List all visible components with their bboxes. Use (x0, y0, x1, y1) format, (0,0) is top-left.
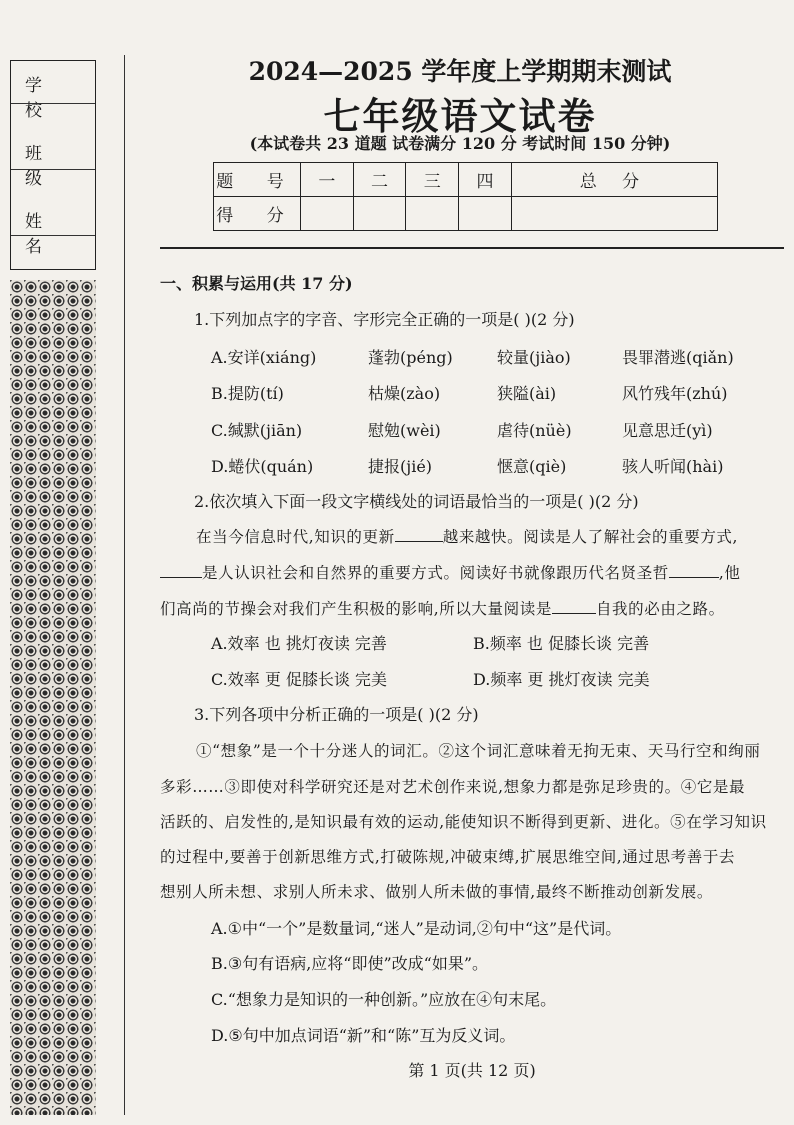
q2-option-d: D.频率 更 挑灯夜读 完美 (473, 670, 650, 689)
q2-passage-line-3 (160, 597, 725, 619)
q2-passage-line-2 (160, 561, 741, 583)
q3-passage-line: 活跃的、启发性的,是知识最有效的运动,能使知识不断得到更新、进化。⑤在学习知识 (160, 813, 767, 831)
score-input-cell[interactable] (301, 197, 354, 231)
table-cell: 三 (406, 163, 459, 197)
q1-option-c-2: 慰勉(wèi) (368, 421, 441, 440)
table-cell: 一 (301, 163, 354, 197)
exam-term-title: 2024—2025 学年度上学期期末测试 (248, 57, 672, 86)
q3-passage-line: 想别人所未想、求别人所未求、做别人所未做的事情,最终不断推动创新发展。 (160, 883, 713, 901)
divider (11, 169, 95, 170)
score-table (213, 162, 718, 231)
q1-option-a-3: 较量(jiào) (497, 348, 571, 367)
section-title: 一、积累与运用(共 17 分) (160, 274, 353, 293)
q3-option-a: A.①中“一个”是数量词,“迷人”是动词,②句中“这”是代词。 (211, 919, 622, 938)
table-cell: 题 号 (214, 163, 301, 197)
q1-option-b-4: 风竹残年(zhú) (622, 384, 728, 403)
q1-option-d-3: 惬意(qiè) (497, 457, 567, 476)
divider (11, 235, 95, 236)
table-cell: 四 (459, 163, 512, 197)
q1-option-a-2: 蓬勃(péng) (368, 348, 453, 367)
score-input-cell[interactable] (459, 197, 512, 231)
passage-text: 是人认识社会和自然界的重要方式。阅读好书就像跟历代名贤圣哲 (202, 564, 669, 582)
header-rule (160, 247, 784, 249)
q1-option-a-4: 畏罪潜逃(qiǎn) (622, 348, 734, 367)
q2-passage-line-1 (196, 525, 738, 547)
q2-option-a: A.效率 也 挑灯夜读 完善 (211, 634, 387, 653)
passage-text: ,他 (718, 564, 741, 582)
blank-line[interactable] (160, 565, 202, 578)
q1-option-c-4: 见意思迁(yì) (622, 421, 713, 440)
q2-option-b: B.频率 也 促膝长谈 完善 (473, 634, 650, 653)
q3-option-b: B.③句有语病,应将“即使”改成“如果”。 (211, 954, 488, 973)
question-3-stem: 3.下列各项中分析正确的一项是( )(2 分) (194, 705, 479, 724)
student-info-box: 学 校 班 级 姓 名 (10, 60, 96, 270)
q1-option-b-1: B.提防(tí) (211, 384, 284, 403)
score-table-header-row (214, 163, 718, 197)
divider (11, 103, 95, 104)
passage-text: 在当今信息时代,知识的更新 (196, 528, 395, 546)
score-input-cell[interactable] (406, 197, 459, 231)
exam-paper-title: 七年级语文试卷 (323, 94, 597, 138)
question-1-stem: 1.下列加点字的字音、字形完全正确的一项是( )(2 分) (194, 310, 575, 329)
page-number: 第 1 页(共 12 页) (408, 1061, 536, 1080)
score-input-cell[interactable] (511, 197, 717, 231)
blank-line[interactable] (552, 601, 596, 614)
table-cell: 总 分 (511, 163, 717, 197)
q1-option-a-1: A.安详(xiáng) (211, 348, 317, 367)
blank-line[interactable] (669, 565, 719, 578)
exam-info: (本试卷共 23 道题 试卷满分 120 分 考试时间 150 分钟) (249, 134, 671, 153)
q1-option-d-2: 捷报(jié) (368, 457, 433, 476)
q3-option-c: C.“想象力是知识的一种创新。”应放在④句末尾。 (211, 990, 557, 1009)
table-cell: 得 分 (214, 197, 301, 231)
q3-passage-line: ①“想象”是一个十分迷人的词汇。②这个词汇意味着无拘无束、天马行空和绚丽 (196, 742, 761, 760)
q1-option-c-3: 虐待(nüè) (497, 421, 572, 440)
passage-text: 自我的必由之路。 (595, 600, 725, 618)
score-input-cell[interactable] (353, 197, 406, 231)
q2-option-c: C.效率 更 促膝长谈 完美 (211, 670, 388, 689)
question-2-stem: 2.依次填入下面一段文字横线处的词语最恰当的一项是( )(2 分) (194, 492, 639, 511)
q3-passage-line: 多彩……③即使对科学研究还是对艺术创作来说,想象力都是弥足珍贵的。④它是最 (160, 778, 746, 796)
q1-option-d-4: 骇人听闻(hài) (622, 457, 724, 476)
q3-option-d: D.⑤句中加点词语“新”和“陈”互为反义词。 (211, 1026, 516, 1045)
passage-text: 越来越快。阅读是人了解社会的重要方式, (442, 528, 739, 546)
q1-option-b-2: 枯燥(zào) (368, 384, 441, 403)
decorative-binding-pattern (10, 280, 96, 1115)
blank-line[interactable] (395, 529, 443, 542)
q1-option-b-3: 狭隘(ài) (497, 384, 557, 403)
q1-option-c-1: C.缄默(jiān) (211, 421, 303, 440)
q3-passage-line: 的过程中,要善于创新思维方式,打破陈规,冲破束缚,扩展思维空间,通过思考善于去 (160, 848, 736, 866)
binding-line (124, 55, 125, 1115)
passage-text: 们高尚的节操会对我们产生积极的影响,所以大量阅读是 (160, 600, 552, 618)
table-cell: 二 (353, 163, 406, 197)
q1-option-d-1: D.蜷伏(quán) (211, 457, 314, 476)
score-table-score-row (214, 197, 718, 231)
